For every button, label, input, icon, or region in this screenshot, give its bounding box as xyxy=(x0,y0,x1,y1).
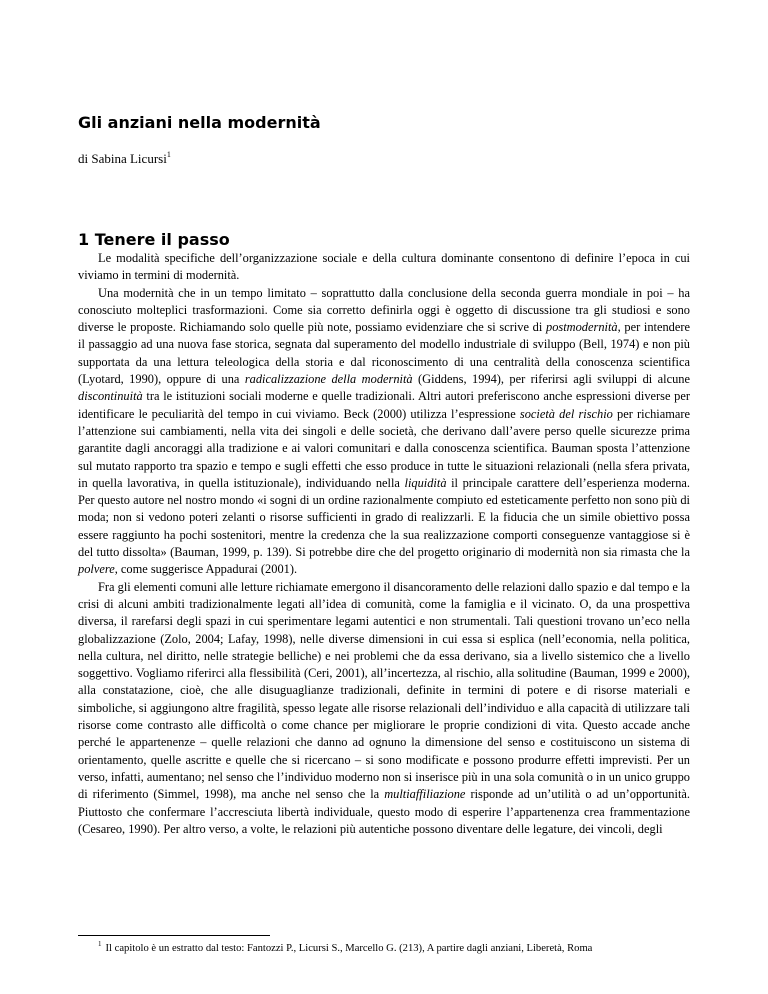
body-paragraph xyxy=(78,250,690,285)
footnote-reference[interactable]: 1 xyxy=(166,150,171,159)
paragraph-text: Le modalità specifiche dell’organizzazione sociale e della cultura dominante consentono di definire l’epoca in cui viviamo in termini di modernità. xyxy=(78,251,690,283)
emphasized-term: radicalizzazione della modernità xyxy=(244,372,413,387)
paragraph-text: Una modernità che in un tempo limitato – soprattutto dalla conclusione della seconda guerra mondiale in poi – ha conosciuto molteplici trasformazioni. Come sia corretto definirla oggi è oggetto di discussione tra gli studiosi e sono diverse le proposte. Richiamando solo quelle più note, possiamo evidenziare che si scrive di xyxy=(78,285,690,335)
author-line xyxy=(78,151,171,167)
section-body xyxy=(78,250,690,838)
emphasized-term: postmodernità xyxy=(546,320,618,335)
footnote-divider xyxy=(78,935,270,936)
footnote-marker: 1 xyxy=(98,940,102,948)
emphasized-term: discontinuità xyxy=(78,389,143,404)
body-paragraph xyxy=(78,285,690,579)
paragraph-text: , per intendere il passaggio ad una nuova fase storica, segnata dal superamento del modello industriale di sviluppo (Bell, 1974) e non più supportata da una lettura teleologica della storia e dal riconoscimento di una centralità della conoscenza scientifica (Lyotard, 1990), oppure di una xyxy=(78,320,690,387)
paragraph-text: (Giddens, 1994), per riferirsi agli sviluppi di alcune xyxy=(412,372,690,387)
paragraph-text: , come suggerisce Appadurai (2001). xyxy=(114,562,298,577)
section-heading: 1 Tenere il passo xyxy=(78,230,230,249)
paragraph-text: risponde ad un’utilità o ad un’opportunità. Piuttosto che confermare l’accresciuta libertà individuale, questo modo di esperire l’appartenenza crea frammentazione (Cesareo, 1990). Per altro verso, a volte, le relazioni più autentiche possono diventare delle legature, dei vincoli, degli xyxy=(78,787,690,836)
body-paragraph xyxy=(78,579,690,838)
emphasized-term: società del rischio xyxy=(519,406,613,421)
emphasized-term: multiaffiliazione xyxy=(384,787,466,802)
footnote-text: Il capitolo è un estratto dal testo: Fantozzi P., Licursi S., Marcello G. (213), A partire dagli anziani, Liberetà, Roma xyxy=(105,943,593,954)
paragraph-text: tra le istituzioni sociali moderne e quelle tradizionali. Altri autori preferiscono anche espressioni diverse per identificare le peculiarità del tempo in cui viviamo. Beck (2000) utilizza l’espressione xyxy=(78,389,690,421)
paragraph-text: il principale carattere dell’esperienza moderna. Per questo autore nel nostro mondo «i sogni di un ordine razionalmente compiuto ed esteticamente perfetto non sono più di moda; non si vedono poteri zelanti o risorse sufficienti in grado di realizzarli. E la fiducia che un simile obiettivo possa essere raggiunto ha pochi sostenitori, mentre la credenza che la sua realizzazione comporti conseguenze vantaggiose si è del tutto dissolta» (Bauman, 1999, p. 139). Si potrebbe dire che del progetto originario di modernità non sia rimasta che la xyxy=(78,475,691,560)
paragraph-text: Fra gli elementi comuni alle letture richiamate emergono il disancoramento delle relazioni dallo spazio e dal tempo e la crisi di alcuni ambiti tradizionalmente legati all’idea di comunità, come la famiglia e il vicinato. O, da una prospettiva diversa, il rarefarsi degli spazi in cui sperimentare legami autentici e non strumentali. Tali questioni trovano un’eco nella globalizzazione (Zolo, 2004; Lafay, 1998), nelle diverse dimensioni in cui essa si esplica (nell’economia, nella politica, nella cultura, nel diritto, nelle strategie belliche) e nei problemi che da essa derivano, sia a livello sistemico che a livello soggettivo. Vogliamo riferirci alla flessibilità (Ceri, 2001), all’incertezza, al rischio, alla solitudine (Bauman, 1999 e 2000), alla constatazione, cioè, che alle disuguaglianze tradizionali, definite in termini di potere e di risorse materiali e simboliche, si aggiungono altre fragilità, spesso legate alle risorse relazionali dell’individuo e alla capacità di utilizzare tali risorse come contrasto alle difficoltà o come chance per migliorare le proprie condizioni di vita. Questo accade anche perché le appartenenze – quelle relazioni che danno ad ognuno la dimensione del senso e costituiscono un sistema di orientamento, quelle ascritte e quelle che si ricercano – si sono modificate e possono produrre effetti imprevisti. Per un verso, infatti, aumentano; nel senso che l’individuo moderno non si inserisce più in una sola comunità o in un unico gruppo di riferimento (Simmel, 1998), ma anche nel senso che la xyxy=(78,579,690,802)
document-title: Gli anziani nella modernità xyxy=(78,113,321,132)
emphasized-term: liquidità xyxy=(404,475,447,490)
emphasized-term: polvere xyxy=(78,562,115,577)
paragraph-text: per richiamare l’attenzione sui cambiamenti, nella vita dei singoli e delle società, che derivano dall’avere perso quelle sicurezze prima garantite dagli ancoraggi alla tradizione e ai valori comunitari e dalla conoscenza scientifica. Bauman sposta l’attenzione sul mutato rapporto tra spazio e tempo e sugli effetti che esso produce in tutte le situazioni relazionali (nella sfera privata, in quella lavorativa, in quella istituzionale), individuando nella xyxy=(78,406,690,490)
author-name: di Sabina Licursi xyxy=(78,151,167,166)
footnote xyxy=(98,942,690,955)
